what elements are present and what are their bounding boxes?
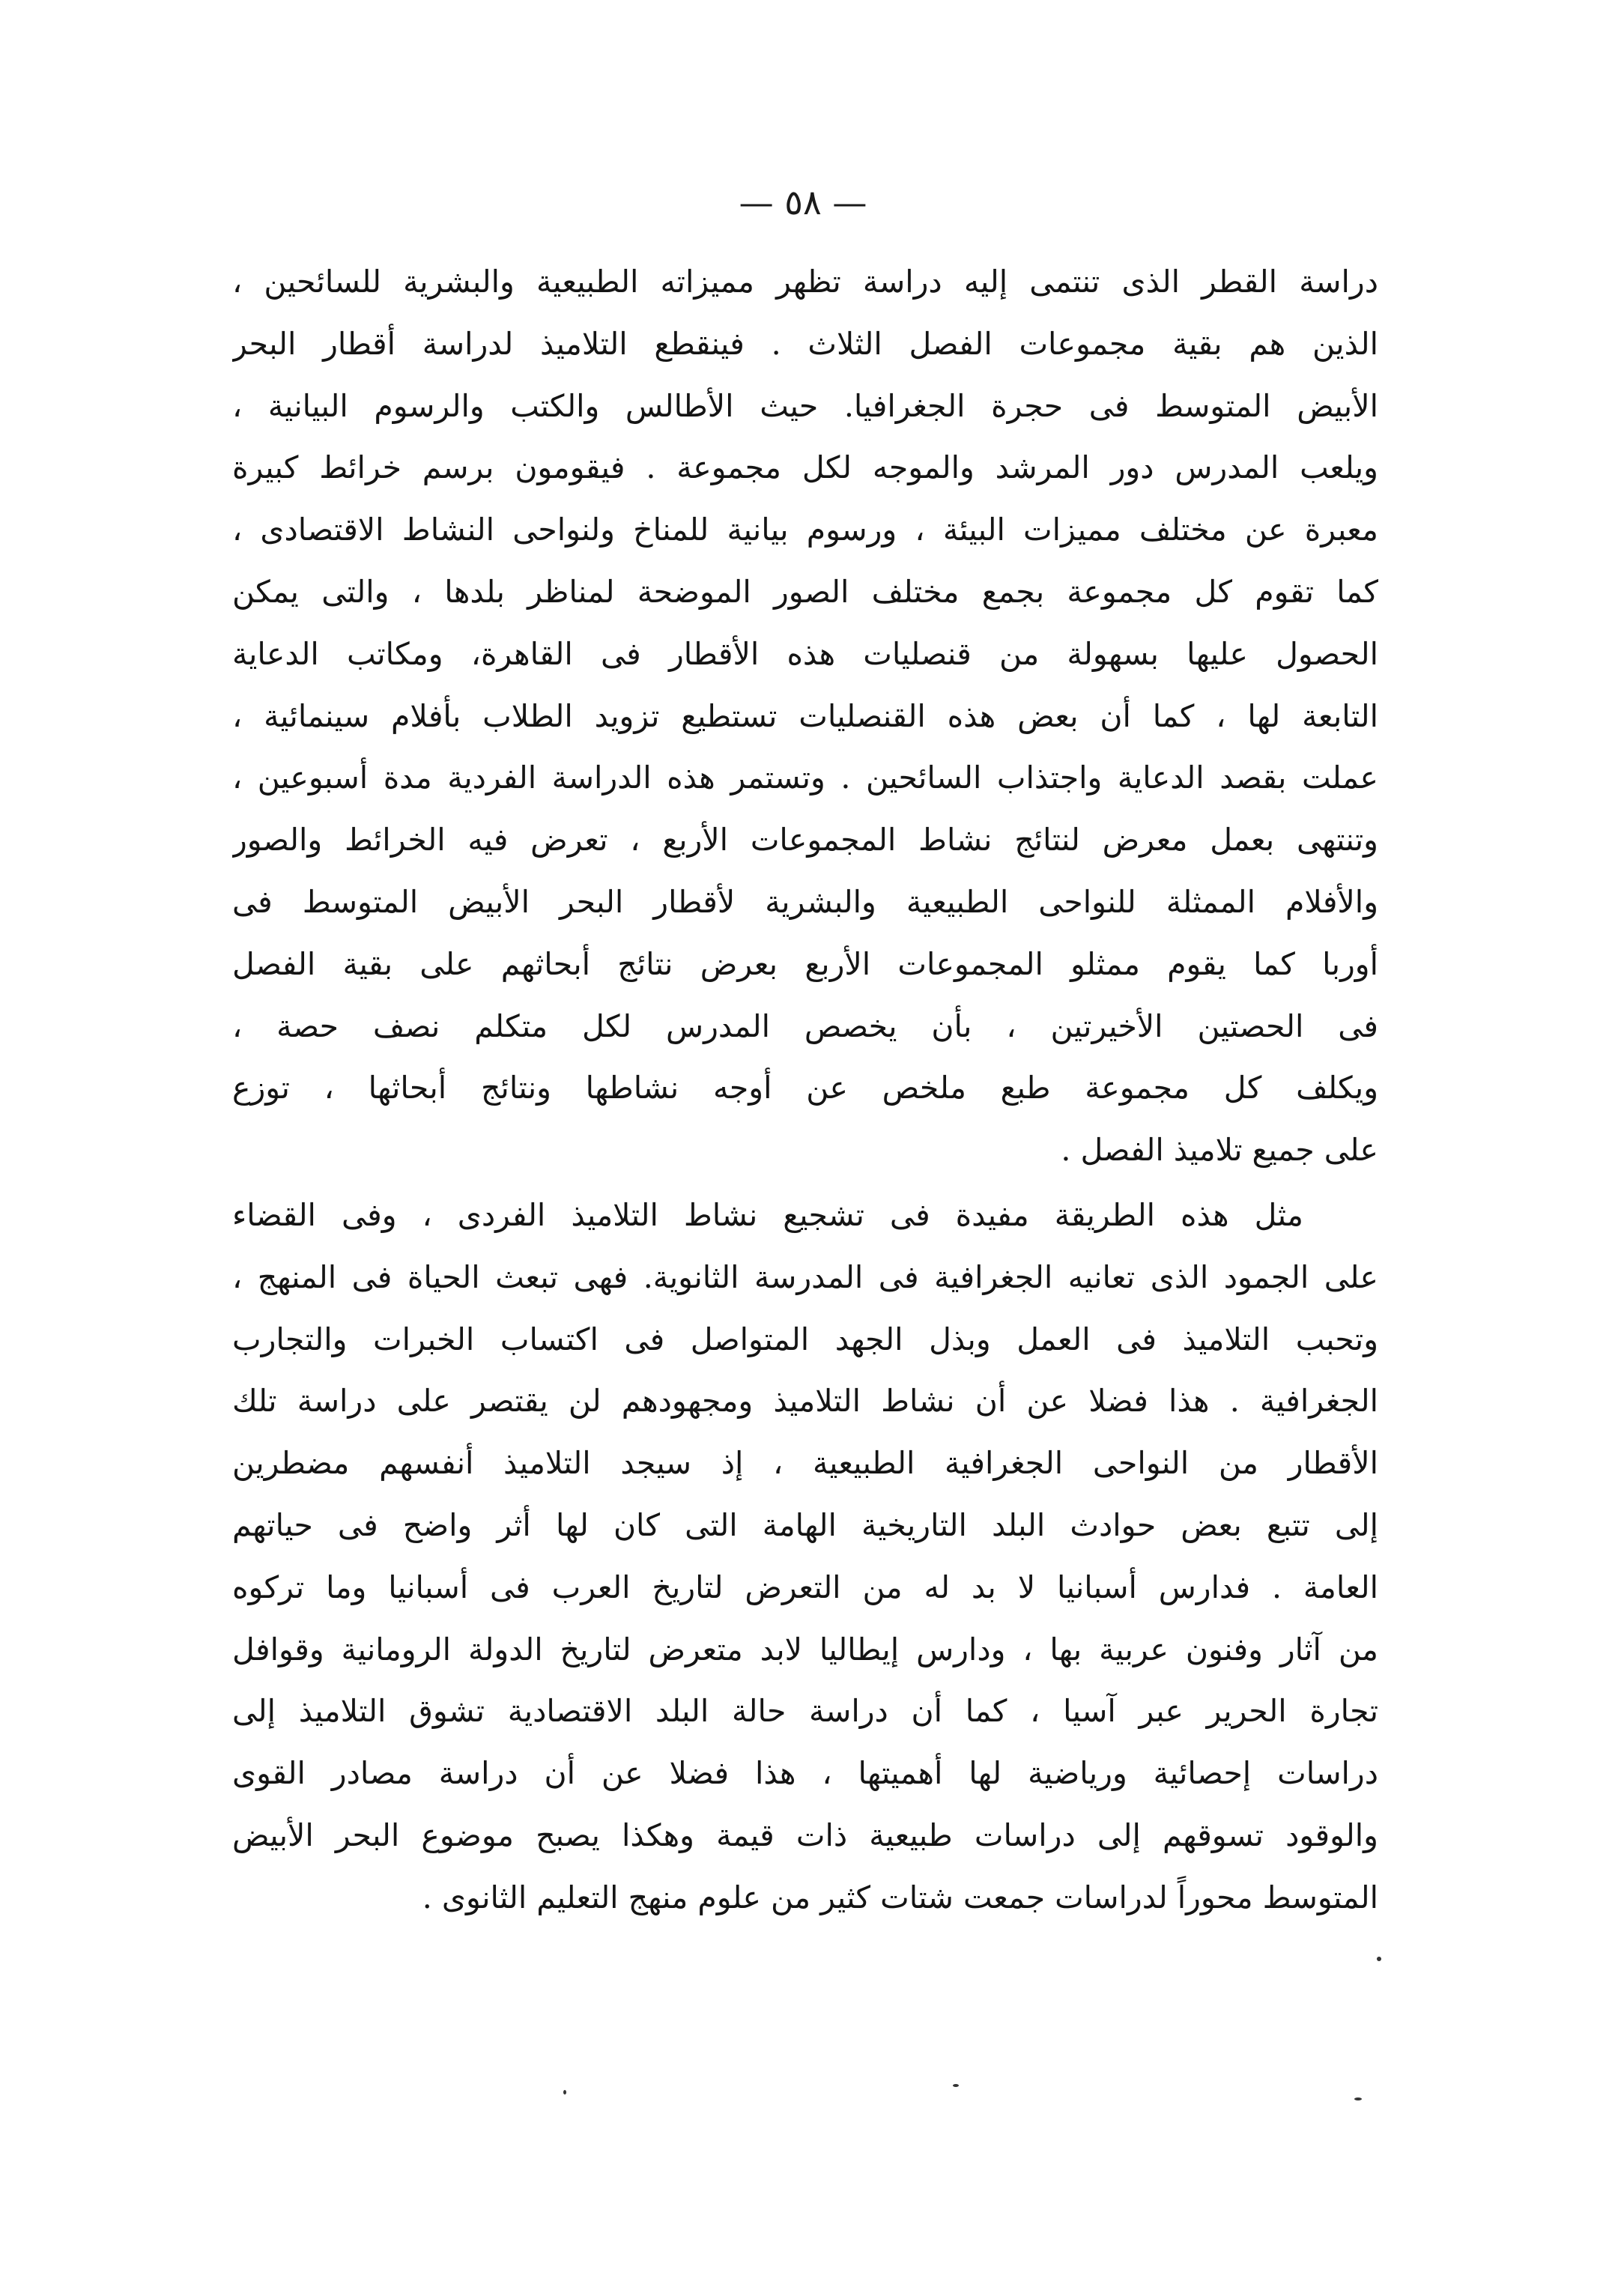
scan-speck: [953, 2084, 959, 2087]
text-line: مثل هذه الطريقة مفيدة فى تشجيع نشاط التلاميذ الفردى ، وفى القضاء: [232, 1196, 1303, 1233]
text-line: والوقود تسوقهم إلى دراسات طبيعية ذات قيمة وهكذا يصبح موضوع البحر الأبيض: [232, 1817, 1378, 1853]
paragraph-1: [232, 251, 1378, 1181]
text-line: فى الحصتين الأخيرتين ، بأن يخصص المدرس لكل متكلم نصف حصة ،: [232, 1008, 1378, 1044]
text-line: أوربا كما يقوم ممثلو المجموعات الأربع بعرض نتائج أبحاثهم على بقية الفصل: [232, 945, 1378, 982]
text-line: ويلعب المدرس دور المرشد والموجه لكل مجموعة . فيقومون برسم خرائط كبيرة: [232, 449, 1378, 486]
scan-speck: [563, 2090, 566, 2094]
text-line: الأقطار من النواحى الجغرافية الطبيعية ، إذ سيجد التلاميذ أنفسهم مضطرين: [232, 1445, 1378, 1482]
text-line: العامة . فدارس أسبانيا لا بد له من التعرض لتاريخ العرب فى أسبانيا وما تركوه: [232, 1569, 1378, 1605]
text-line: المتوسط محوراً لدراسات جمعت شتات كثير من علوم منهج التعليم الثانوى .: [422, 1879, 1378, 1915]
text-line: على جميع تلاميذ الفصل .: [1061, 1132, 1378, 1169]
text-line: كما تقوم كل مجموعة بجمع مختلف الصور الموضحة لمناظر بلدها ، والتى يمكن: [232, 573, 1378, 610]
scan-speck: [1377, 1957, 1381, 1961]
text-line: عملت بقصد الدعاية واجتذاب السائحين . وتستمر هذه الدراسة الفردية مدة أسبوعين ،: [232, 760, 1378, 796]
text-line: ويكلف كل مجموعة طبع ملخص عن أوجه نشاطها ونتائج أبحاثها ، توزع: [232, 1070, 1378, 1106]
text-line: الحصول عليها بسهولة من قنصليات هذه الأقطار فى القاهرة، ومكاتب الدعاية: [232, 635, 1378, 672]
text-line: والأفلام الممثلة للنواحى الطبيعية والبشرية لأقطار البحر الأبيض المتوسط فى: [232, 883, 1378, 920]
text-line: وتنتهى بعمل معرض لنتائج نشاط المجموعات الأربع ، تعرض فيه الخرائط والصور: [232, 822, 1378, 858]
text-line: الجغرافية . هذا فضلا عن أن نشاط التلاميذ ومجهودهم لن يقتصر على دراسة تلك: [232, 1383, 1378, 1420]
body-text: [232, 251, 1378, 1929]
text-line: من آثار وفنون عربية بها ، ودارس إيطاليا لابد متعرض لتاريخ الدولة الرومانية وقوافل: [232, 1631, 1378, 1668]
page-number: — ٥٨ —: [739, 182, 867, 222]
text-line: على الجمود الذى تعانيه الجغرافية فى المدرسة الثانوية. فهى تبعث الحياة فى المنهج ،: [232, 1258, 1378, 1295]
text-line: التابعة لها ، كما أن بعض هذه القنصليات تستطيع تزويد الطلاب بأفلام سينمائية ،: [232, 697, 1378, 734]
text-line: وتحبب التلاميذ فى العمل وبذل الجهد المتواصل فى اكتساب الخبرات والتجارب: [232, 1321, 1378, 1357]
scan-speck: [1354, 2097, 1362, 2100]
paragraph-2: [232, 1184, 1378, 1929]
text-line: معبرة عن مختلف مميزات البيئة ، ورسوم بيانية للمناخ ولنواحى النشاط الاقتصادى ،: [232, 512, 1378, 548]
text-line: إلى تتبع بعض حوادث البلد التاريخية الهامة التى كان لها أثر واضح فى حياتهم: [232, 1506, 1378, 1543]
text-line: تجارة الحرير عبر آسيا ، كما أن دراسة حالة البلد الاقتصادية تشوق التلاميذ إلى: [232, 1693, 1378, 1730]
text-line: الذين هم بقية مجموعات الفصل الثلاث . فينقطع التلاميذ لدراسة أقطار البحر: [232, 325, 1378, 362]
text-line: دراسات إحصائية ورياضية لها أهميتها ، هذا فضلا عن أن دراسة مصادر القوى: [232, 1755, 1378, 1792]
text-line: دراسة القطر الذى تنتمى إليه دراسة تظهر مميزاته الطبيعية والبشرية للسائحين ،: [232, 264, 1378, 300]
text-line: الأبيض المتوسط فى حجرة الجغرافيا. حيث الأطالس والكتب والرسوم البيانية ،: [232, 387, 1378, 424]
